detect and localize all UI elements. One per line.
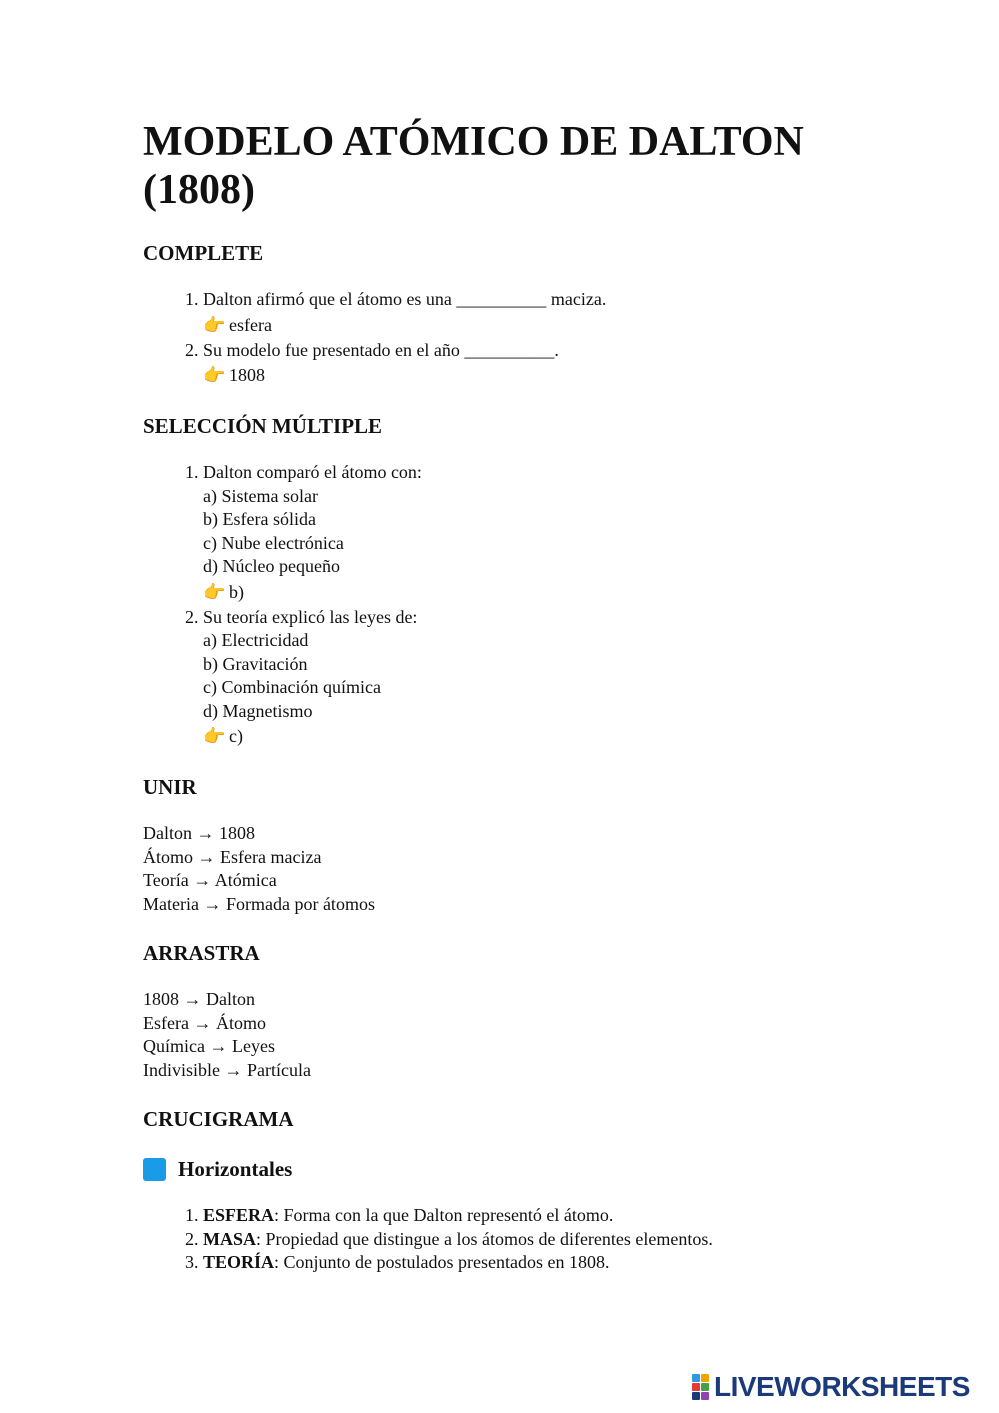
question-text: 1. Dalton afirmó que el átomo es una __________ maciza.: [203, 289, 607, 309]
title-line-2: (1808): [143, 167, 255, 213]
list-item: [203, 1228, 963, 1252]
section-complete: [143, 240, 963, 389]
section-arrastra: [143, 940, 963, 1082]
logo-cell: [701, 1392, 709, 1400]
question-text: 2. Su teoría explicó las leyes de:: [203, 606, 418, 627]
option-d: d) Magnetismo: [203, 700, 313, 721]
answer-text: c): [229, 726, 243, 746]
blue-square-icon: [143, 1158, 166, 1181]
answer-line: [203, 723, 963, 750]
pointing-right-hand-icon: 👉: [203, 314, 226, 336]
list-item: [203, 461, 963, 606]
logo-cell: [692, 1374, 700, 1382]
clue-text: : Conjunto de postulados presentados en 1808.: [274, 1252, 610, 1272]
clue-text: : Forma con la que Dalton representó el átomo.: [274, 1205, 614, 1225]
pointing-right-hand-icon: 👉: [203, 726, 226, 747]
subheading-row: [143, 1156, 963, 1182]
section-heading-arrastra: ARRASTRA: [143, 941, 260, 965]
list-item: [203, 1204, 963, 1228]
list-item: [203, 288, 963, 339]
logo-cell: [701, 1374, 709, 1382]
option-c: c) Combinación química: [203, 677, 381, 697]
list-item: [203, 1251, 963, 1275]
complete-list: [143, 288, 963, 389]
section-heading-multiple-choice: SELECCIÓN MÚLTIPLE: [143, 414, 383, 438]
option-b: b) Gravitación: [203, 653, 308, 674]
match-line: Dalton → 1808: [143, 823, 255, 843]
section-multiple-choice: [143, 413, 963, 750]
page-title: [143, 118, 963, 214]
answer-line: [203, 579, 963, 606]
section-unir: [143, 774, 963, 916]
answer-text: esfera: [229, 314, 272, 335]
list-item: [203, 339, 963, 390]
answer-line: [203, 362, 963, 389]
match-line: Materia → Formada por átomos: [143, 893, 375, 914]
worksheet-page: [143, 118, 963, 1275]
arrastra-lines: [143, 988, 963, 1082]
crossword-clue-list: [143, 1204, 963, 1275]
title-line-1: MODELO ATÓMICO DE DALTON: [143, 119, 804, 165]
list-item: [203, 606, 963, 751]
drag-line: Esfera → Átomo: [143, 1012, 266, 1033]
logo-cell: [701, 1383, 709, 1391]
logo-cell: [692, 1392, 700, 1400]
option-c: c) Nube electrónica: [203, 532, 344, 553]
logo-cell: [692, 1383, 700, 1391]
clue-word: TEORÍA: [203, 1252, 275, 1272]
answer-text: 1808: [229, 365, 265, 385]
drag-line: Indivisible → Partícula: [143, 1059, 311, 1080]
option-a: a) Electricidad: [203, 630, 309, 650]
clue-text: : Propiedad que distingue a los átomos de diferentes elementos.: [256, 1228, 713, 1249]
pointing-right-hand-icon: 👉: [203, 581, 226, 603]
section-heading-crucigrama: CRUCIGRAMA: [143, 1107, 294, 1131]
option-b: b) Esfera sólida: [203, 509, 316, 529]
clue-word: ESFERA: [203, 1205, 275, 1225]
question-text: 1. Dalton comparó el átomo con:: [203, 462, 422, 482]
question-text: 2. Su modelo fue presentado en el año __________.: [203, 339, 559, 360]
logo-text: LIVEWORKSHEETS: [714, 1371, 970, 1402]
subheading-horizontales: Horizontales: [178, 1157, 293, 1181]
pointing-right-hand-icon: 👉: [203, 365, 226, 386]
section-crucigrama: [143, 1106, 963, 1275]
unir-lines: [143, 822, 963, 916]
match-line: Teoría → Atómica: [143, 870, 277, 890]
answer-text: b): [229, 581, 244, 602]
section-heading-unir: UNIR: [143, 775, 197, 799]
option-d: d) Núcleo pequeño: [203, 556, 340, 576]
option-a: a) Sistema solar: [203, 485, 318, 506]
logo-grid-icon: [692, 1374, 709, 1400]
clue-word: MASA: [203, 1228, 256, 1249]
multiple-choice-list: [143, 461, 963, 750]
drag-line: 1808 → Dalton: [143, 989, 255, 1009]
section-heading-complete: COMPLETE: [143, 241, 264, 265]
match-line: Átomo → Esfera maciza: [143, 846, 322, 867]
liveworksheets-logo: [692, 1372, 970, 1402]
answer-line: [203, 312, 963, 339]
drag-line: Química → Leyes: [143, 1036, 275, 1056]
